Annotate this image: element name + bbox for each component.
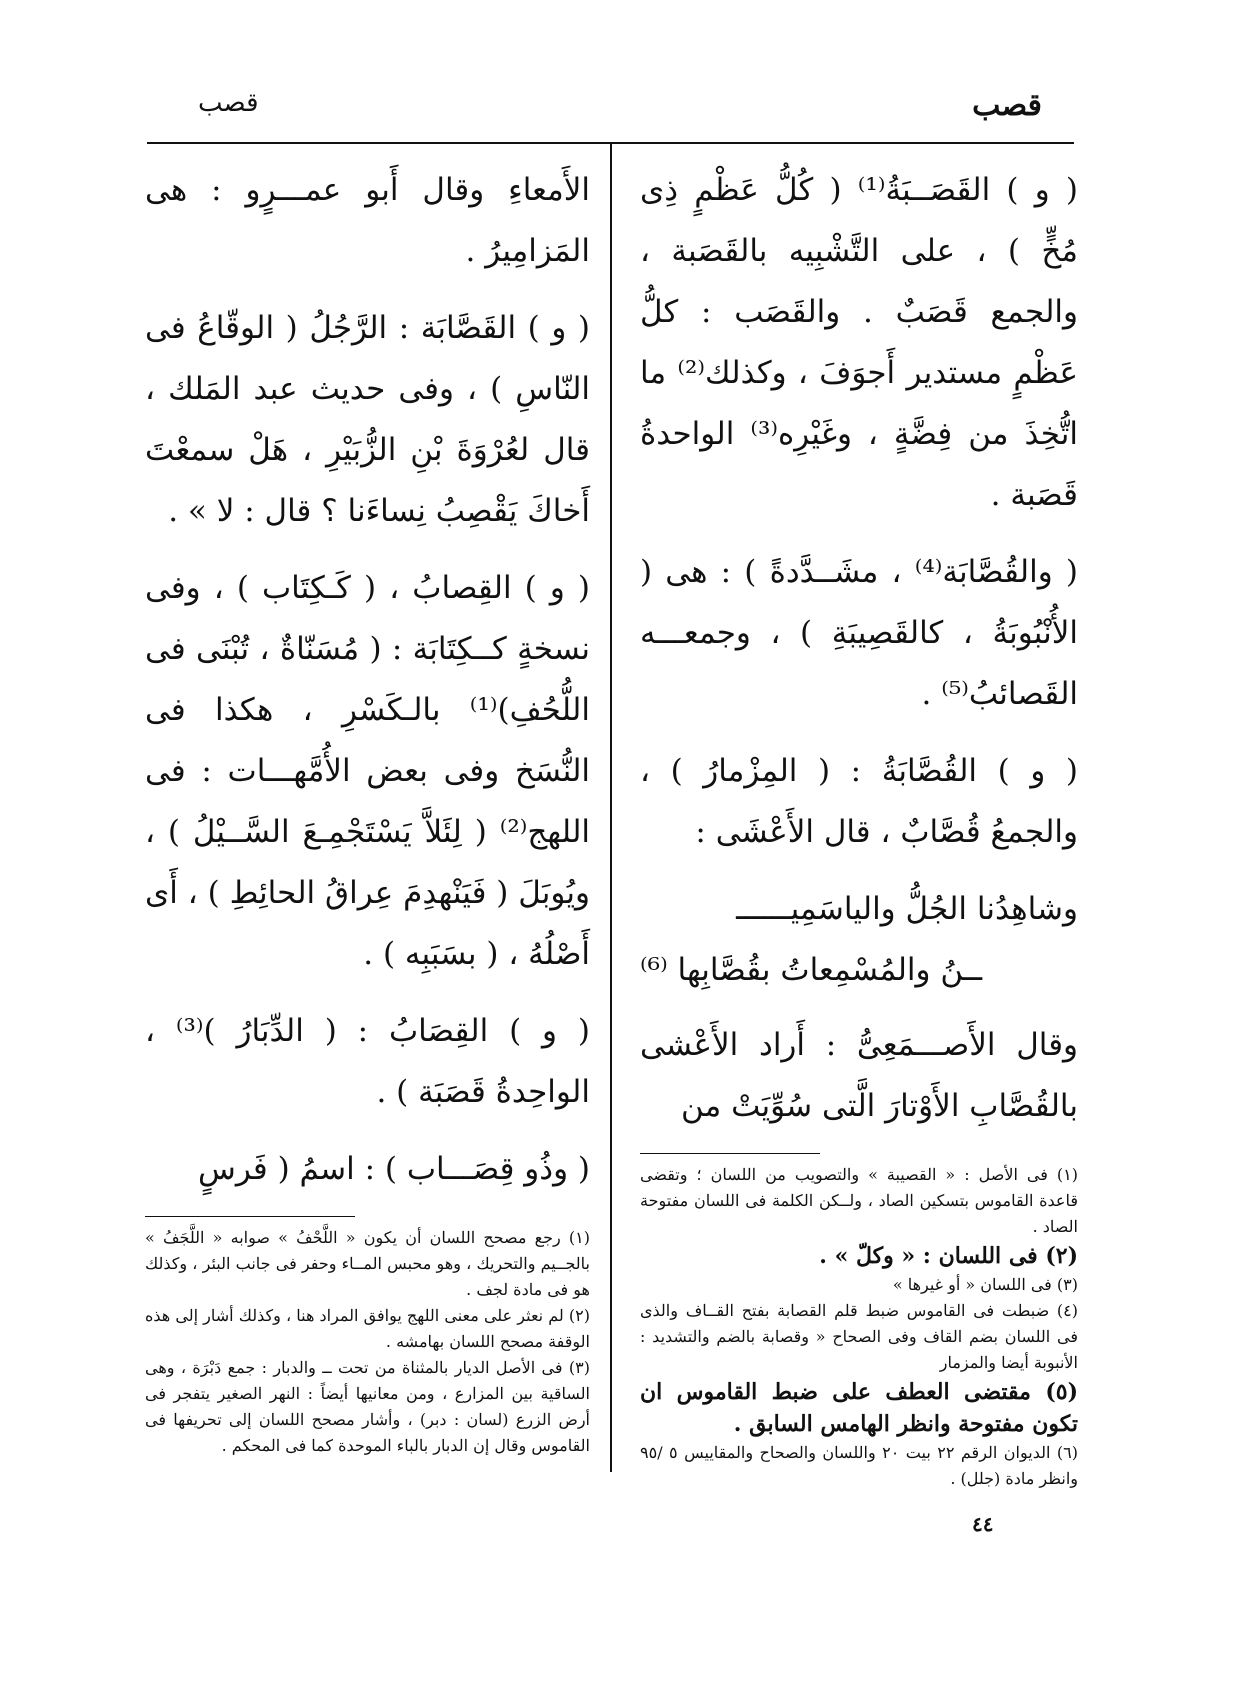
entry-paragraph: ( و ) القُصَّابَةُ : ( المِزْمارُ ) ، والجمعُ قُصَّابٌ ، قال الأَعْشَى :	[640, 753, 1078, 850]
footnote: (٣) فى اللسان « أو غيرها »	[892, 1275, 1078, 1294]
footnote: (٢) لم نعثر على معنى اللهج يوافق المراد هنا ، وكذلك أشار إلى هذه الوقفة مصحح اللسان بهامشه .	[145, 1306, 590, 1351]
entry-paragraph: وقال الأَصـــمَعِىُّ : أَراد الأَعْشى بالقُصَّابِ الأَوْتارَ الَّتى سُوِّيَتْ من	[640, 1027, 1078, 1124]
verse-line-2: ــنُ والمُسْمِعاتُ بقُصَّابِها ⁽⁶⁾	[640, 952, 983, 988]
entry-paragraph: ( و ) القِصَابُ : ( الدِّبَارُ )⁽³⁾ ، الواحِدةُ قَصَبَة ) .	[145, 1013, 590, 1110]
entry-paragraph: ( وذُو قِصَـــاب ) : اسمُ ( فَرسٍ	[197, 1151, 590, 1187]
footnote: (١) فى الأصل : « القصيبة » والتصويب من اللسان ؛ وتقضى قاعدة القاموس بتسكين الصاد ، ولــكن الكلمة فى اللسان مفتوحة الصاد .	[640, 1165, 1078, 1236]
footnote-rule	[640, 1153, 820, 1154]
running-head-right: قصب	[972, 88, 1042, 123]
running-head-left: قصب	[198, 88, 259, 118]
column-divider	[610, 142, 612, 1472]
footnote: (٢) فى اللسان : « وكلّ » .	[819, 1243, 1078, 1269]
footnote: (٥) مقتضى العطف على ضبط القاموس ان تكون مفتوحة وانظر الهامس السابق .	[640, 1379, 1078, 1437]
right-column	[640, 160, 1078, 1492]
footnote: (٦) الديوان الرقم ٢٢ بيت ٢٠ واللسان والصحاح والمقاييس ٥ /٩٥ وانظر مادة (جلل) .	[640, 1443, 1078, 1488]
footnote: (٤) ضبطت فى القاموس ضبط قلم القصابة بفتح القــاف والذى فى اللسان بضم القاف وفى الصحاح « وقصابة بالضم والتشديد : الأنبوبة أيضا والمزمار	[640, 1301, 1079, 1372]
left-column	[145, 160, 590, 1459]
footnote: (٣) فى الأصل الديار بالمثناة من تحت ــ والدبار : جمع دَبْرَة ، وهى الساقية بين المزارع ، ومن معانيها أيضاً : النهر الصغير يتفجر فى أرض الزرع (لسان : دبر) ، وأشار مصحح اللسان إلى تحريفها فى القاموس وقال إن الدبار بالباء الموحدة كما فى المحكم .	[145, 1358, 590, 1455]
entry-paragraph: ( و ) القَصَّابَة : الرَّجُلُ ( الوقّاعُ فى النّاسِ ) ، وفى حديث عبد المَلك ، قال لعُرْوَةَ بْنِ الزُّبَيْرِ ، هَلْ سمعْتَ أَخاكَ يَقْصِبُ نِساءَنا ؟ قال : لا » .	[145, 310, 590, 529]
footnote: (١) رجع مصحح اللسان أن يكون « اللَّحْفُ » صوابه « اللَّجَفُ » بالجــيم والتحريك ، وهو محبس المــاء وحفر فى جانب البئر ، وكذلك هو فى مادة لجف .	[145, 1228, 590, 1299]
entry-paragraph: ( و ) القِصابُ ، ( كَـكِتَاب ) ، وفى نسخةٍ كــكِتَابَة : ( مُسَنّاةٌ ، تُبْنَى فى اللُّحُفِ)⁽¹⁾ بالـكَسْرِ ، هكذا فى النُّسَخ وفى بعض الأُمَّهـــات : فى اللهج⁽²⁾ ( لِئَلاَّ يَسْتَجْمِـعَ السَّــيْلُ ) ، ويُوبَلَ ( فَيَنْهدِمَ عِراقُ الحائِطِ ) ، أَى أَصْلُهُ ، ( بسَبَبِه ) .	[145, 570, 590, 972]
footnote-rule	[145, 1216, 355, 1217]
entry-paragraph: الأَمعاءِ وقال أَبو عمـــرٍو : هى المَزامِيرُ .	[145, 172, 590, 269]
verse-line-1: وشاهِدُنا الجُلُّ والياسَمِيــــــ	[736, 891, 1078, 927]
entry-paragraph: ( والقُصَّابَة⁽⁴⁾ ، مشَــدَّدةً ) : هى ( الأُنْبُوبَةُ ، كالقَصِيبَةِ ) ، وجمعـــه القَصائبُ⁽⁵⁾ .	[640, 554, 1078, 712]
page-number: ٤٤	[972, 1512, 994, 1536]
entry-paragraph: ( و ) القَصَــبَةُ⁽¹⁾ ( كُلُّ عَظْمٍ ذِى مُخٍّ ) ، على التَّشْبِيه بالقَصَبة ، والجمع قَصَبٌ . والقَصَب : كلُّ عَظْمٍ مستدير أَجوَفَ ، وكذلك⁽²⁾ ما اتُّخِذَ من فِضَّةٍ ، وغَيْرِه⁽³⁾ الواحدةُ قَصَبة .	[640, 172, 1078, 513]
